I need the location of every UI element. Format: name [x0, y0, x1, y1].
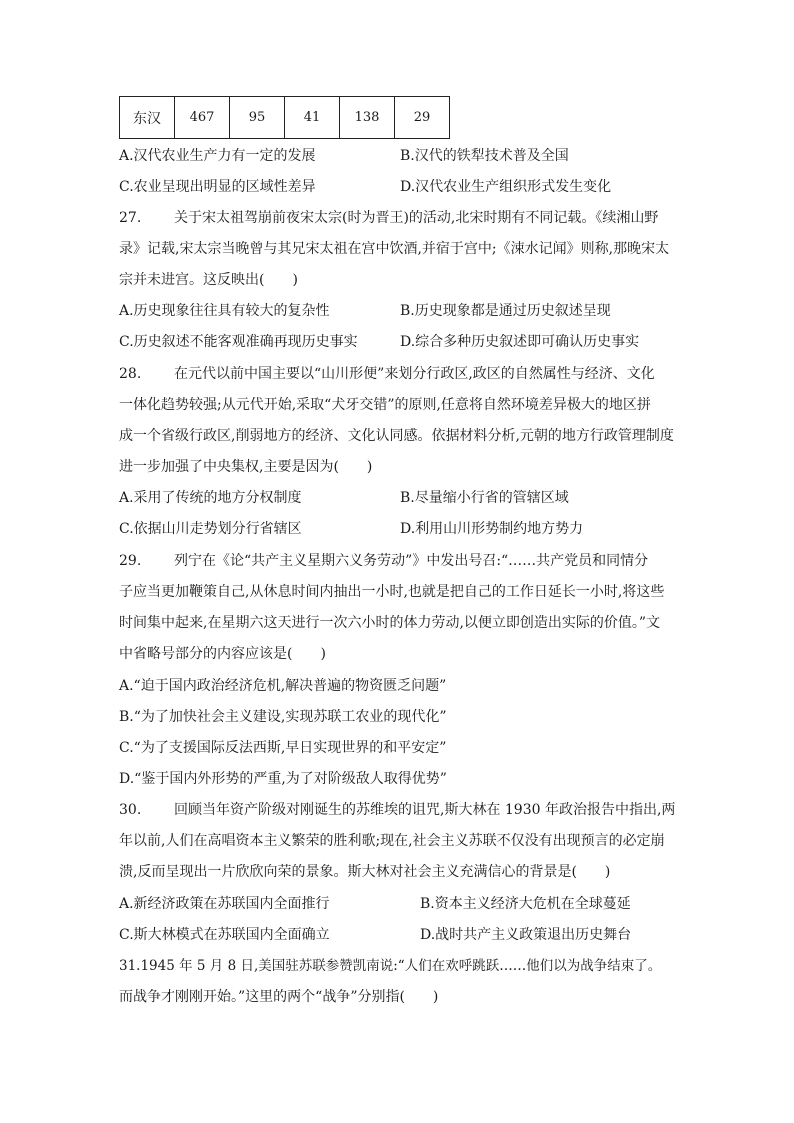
q29-option-b: B.“为了加快社会主义建设,实现苏联工农业的现代化” — [119, 709, 447, 725]
q28-option-b: B.尽量缩小行省的管辖区域 — [400, 490, 569, 506]
q29-option-c: C.“为了支援国际反法西斯,早日实现世界的和平安定” — [119, 740, 447, 756]
q30-stem-line — [119, 800, 679, 820]
q29-stem-line: 时间集中起来,在星期六这天进行一次六小时的体力劳动,以便立即创造出实际的价值。”文 — [119, 615, 661, 631]
q29-option-a: A.“迫于国内政治经济危机,解决普遍的物资匮乏问题” — [119, 678, 447, 694]
q31-stem-line: 而战争才刚刚开始。”这里的两个“战争”分别指( ) — [119, 989, 439, 1005]
q26-option-c: C.农业呈现出明显的区域性差异 — [119, 179, 316, 195]
q30-number: 30. — [119, 802, 142, 818]
table-cell: 29 — [395, 97, 450, 139]
q29-option-d: D.“鉴于国内外形势的严重,为了对阶级敌人取得优势” — [119, 771, 447, 787]
q27-option-c: C.历史叙述不能客观准确再现历史事实 — [119, 334, 358, 350]
q28-option-a: A.采用了传统的地方分权制度 — [119, 490, 302, 506]
q28-option-d: D.利用山川形势制约地方势力 — [400, 521, 584, 537]
q27-stem-line: 宗并未进宫。这反映出( ) — [119, 272, 298, 288]
q29-stem-line: 子应当更加鞭策自己,从休息时间内抽出一小时,也就是把自己的工作日延长一小时,将这些 — [119, 584, 665, 600]
q26-option-d: D.汉代农业生产组织形式发生变化 — [400, 179, 612, 195]
q27-option-b: B.历史现象都是通过历史叙述呈现 — [400, 303, 611, 319]
q30-stem-line: 溃,反而呈现出一片欣欣向荣的景象。斯大林对社会主义充满信心的背景是( ) — [119, 864, 611, 880]
q27-text: 关于宋太祖驾崩前夜宋太宗(时为晋王)的活动,北宋时期有不同记载。《续湘山野 — [174, 210, 659, 226]
q28-stem-line: 进一步加强了中央集权,主要是因为( ) — [119, 459, 373, 475]
q30-stem-line: 年以前,人们在高唱资本主义繁荣的胜利歌;现在,社会主义苏联不仅没有出现预言的必定崩 — [119, 833, 665, 849]
q28-stem-line: 成一个省级行政区,削弱地方的经济、文化认同感。依据材料分析,元朝的地方行政管理制度 — [119, 428, 674, 444]
q28-text: 在元代以前中国主要以“山川形便”来划分行政区,政区的自然属性与经济、文化 — [174, 366, 655, 382]
table-cell: 467 — [175, 97, 230, 139]
q28-option-c: C.依据山川走势划分行省辖区 — [119, 521, 302, 537]
q26-option-a: A.汉代农业生产力有一定的发展 — [119, 148, 316, 164]
q27-option-a: A.历史现象往往具有较大的复杂性 — [119, 303, 330, 319]
q30-option-d: D.战时共产主义政策退出历史舞台 — [420, 927, 632, 943]
q26-option-b: B.汉代的铁犁技术普及全国 — [400, 148, 569, 164]
q28-stem-line: 一体化趋势较强;从元代开始,采取“犬牙交错”的原则,任意将自然环境差异极大的地区拼 — [119, 397, 651, 413]
q31-stem-line: 31.1945 年 5 月 8 日,美国驻苏联参赞凯南说:“人们在欢呼跳跃……他们以为战争结束了。 — [119, 958, 662, 974]
data-table — [119, 96, 450, 139]
table-row — [120, 97, 450, 139]
q29-number: 29. — [119, 553, 142, 569]
q27-stem-line: 录》记载,宋太宗当晚曾与其兄宋太祖在宫中饮酒,并宿于宫中;《涑水记闻》则称,那晚宋太 — [119, 241, 670, 257]
q30-text: 回顾当年资产阶级对刚诞生的苏维埃的诅咒,斯大林在 1930 年政治报告中指出,两 — [174, 802, 676, 818]
q28-stem-line — [119, 364, 679, 384]
q28-number: 28. — [119, 366, 142, 382]
q27-option-d: D.综合多种历史叙述即可确认历史事实 — [400, 334, 640, 350]
q27-stem-line — [119, 208, 679, 228]
table-cell: 东汉 — [120, 97, 175, 139]
q29-text: 列宁在《论“共产主义星期六义务劳动”》中发出号召:“……共产党员和同情分 — [174, 553, 649, 569]
q29-stem-line — [119, 551, 679, 571]
q29-stem-line: 中省略号部分的内容应该是( ) — [119, 646, 326, 662]
q30-option-c: C.斯大林模式在苏联国内全面确立 — [119, 927, 330, 943]
table-cell: 95 — [230, 97, 285, 139]
q30-option-a: A.新经济政策在苏联国内全面推行 — [119, 896, 330, 912]
q30-option-b: B.资本主义经济大危机在全球蔓延 — [420, 896, 631, 912]
table-cell: 41 — [285, 97, 340, 139]
table-cell: 138 — [340, 97, 395, 139]
q27-number: 27. — [119, 210, 142, 226]
